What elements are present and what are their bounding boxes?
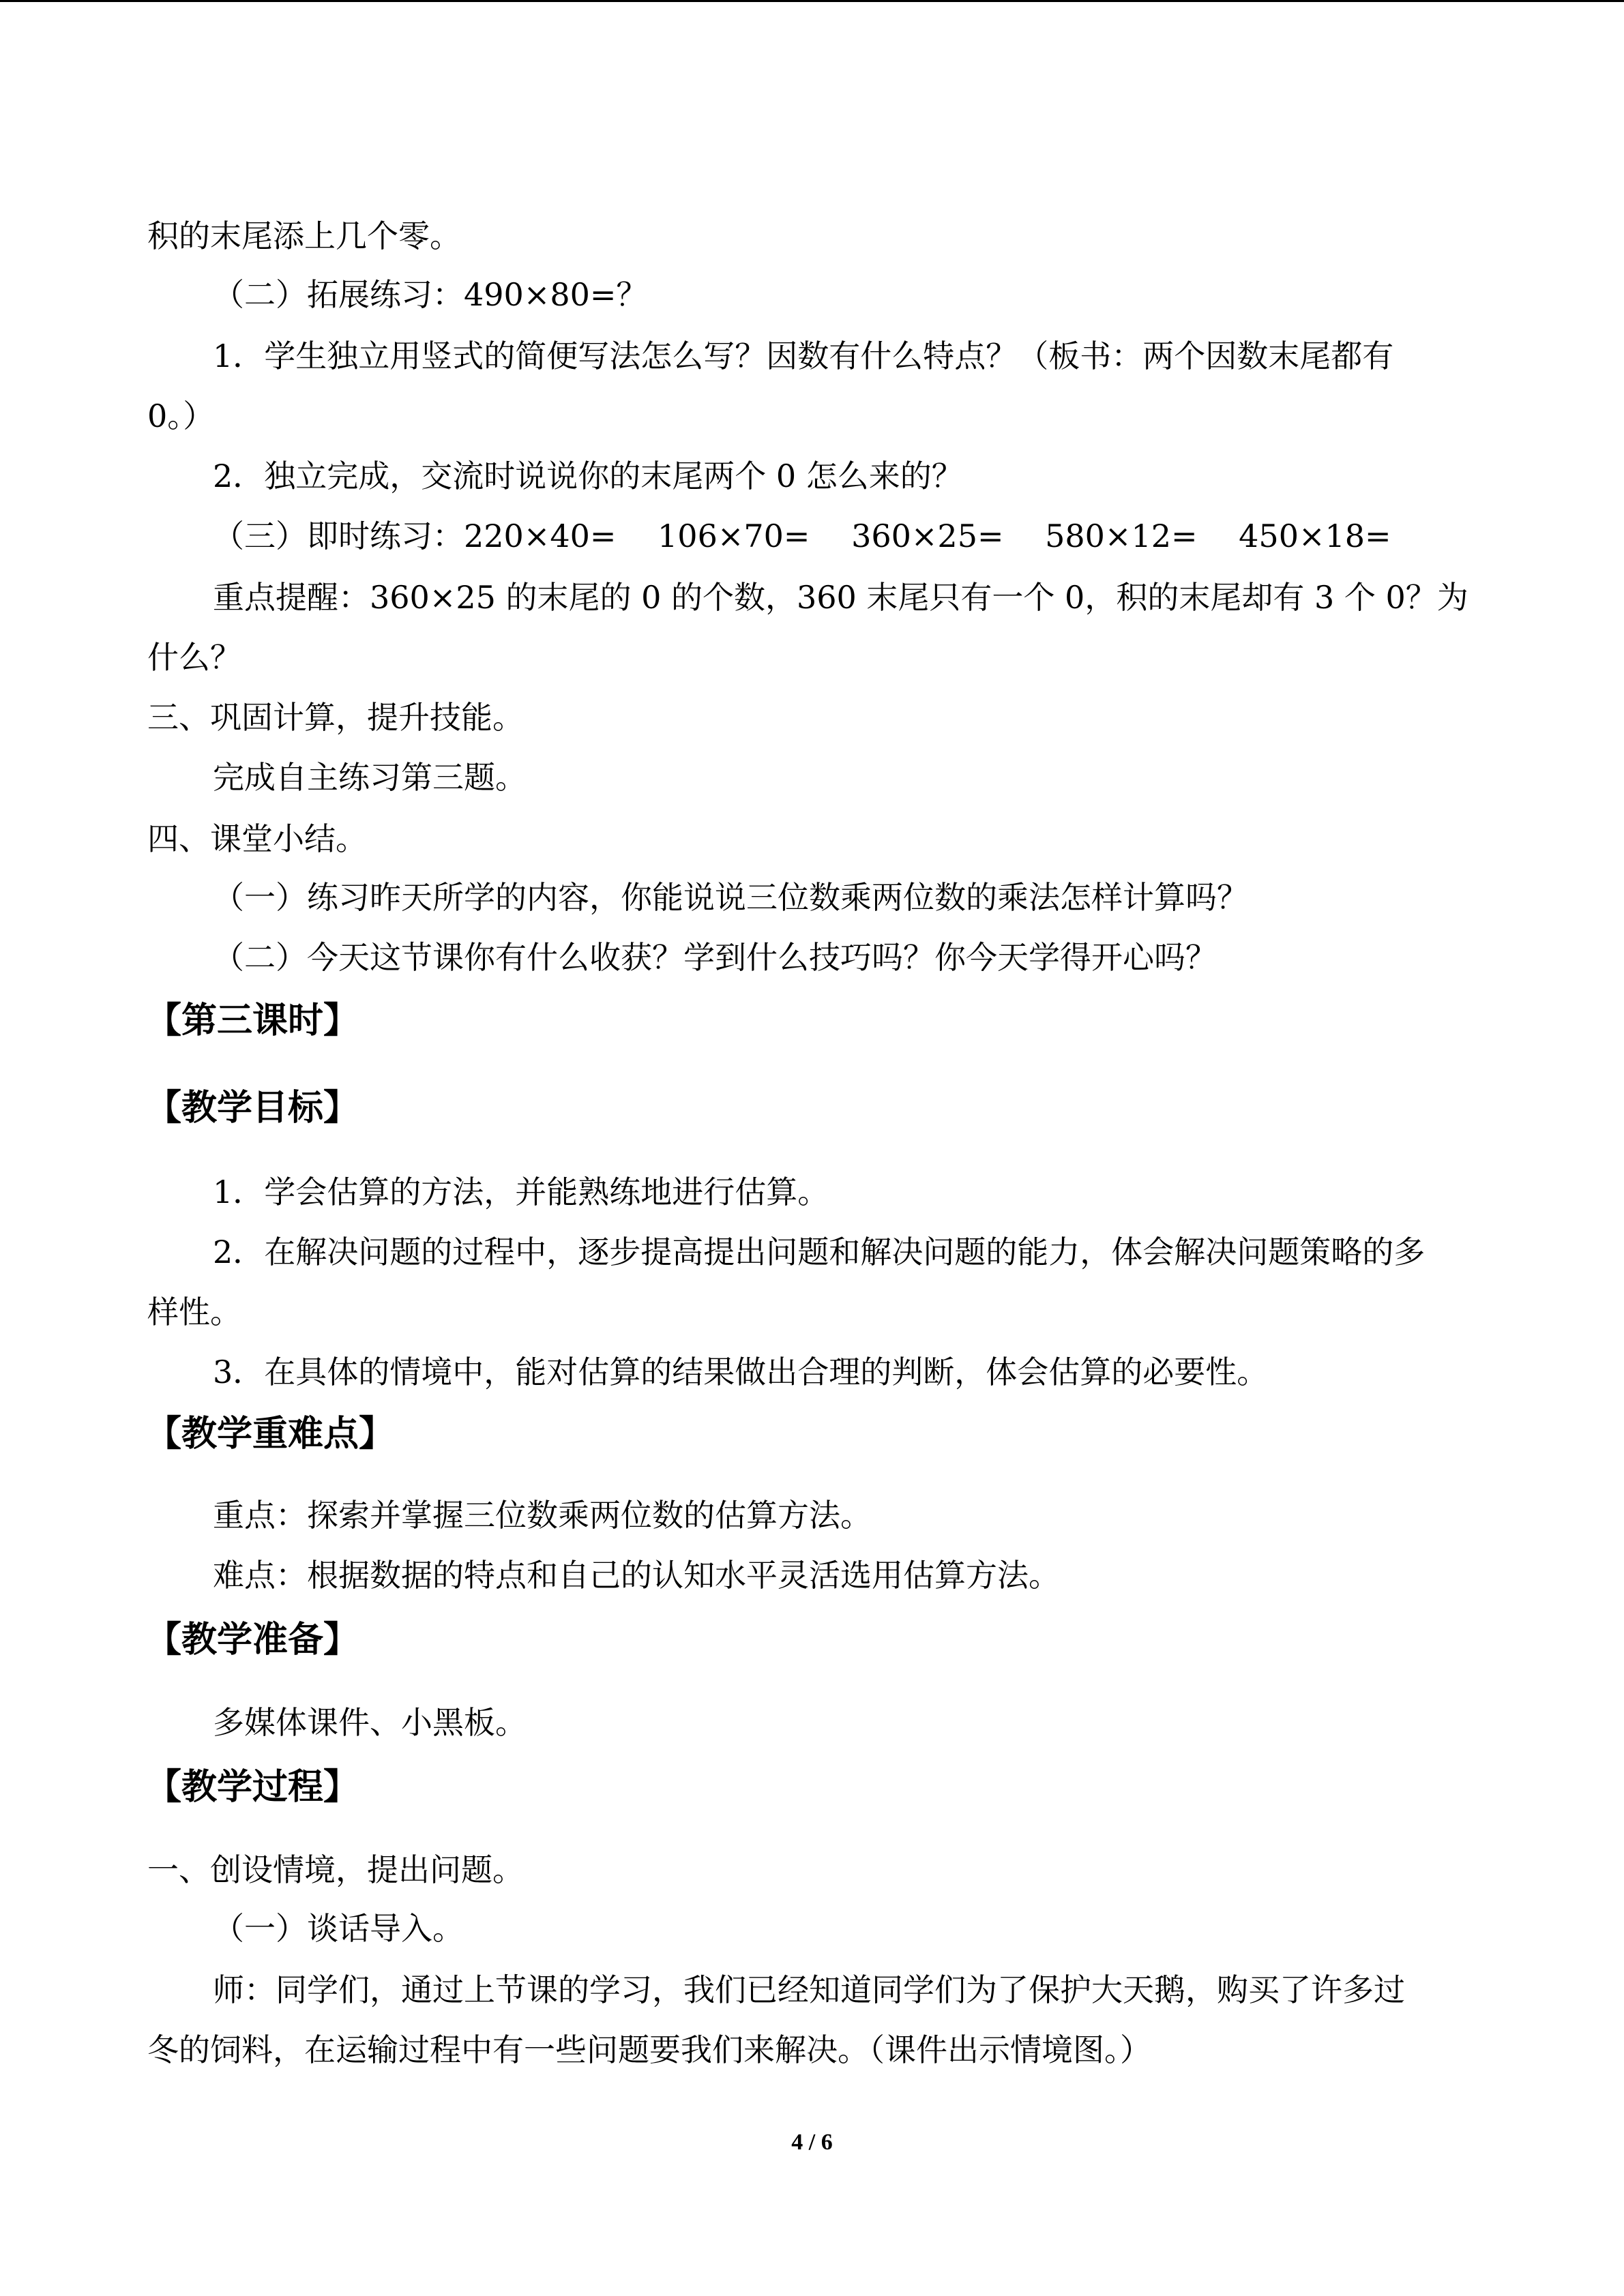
- text-line: 1．学会估算的方法，并能熟练地进行估算。: [213, 1174, 829, 1210]
- lesson-heading: 【第三课时】: [146, 1000, 359, 1041]
- heading-preparation: 【教学准备】: [146, 1620, 359, 1660]
- text-line: 师：同学们，通过上节课的学习，我们已经知道同学们为了保护大天鹅，购买了许多过: [213, 1971, 1405, 2008]
- text-line: 什么？: [147, 639, 241, 676]
- text-line: （一）谈话导入。: [213, 1910, 464, 1947]
- text-line: 2．独立完成，交流时说说你的末尾两个 0 怎么来的？: [213, 458, 963, 494]
- text-line: 样性。: [147, 1294, 241, 1330]
- text-line: 0。）: [147, 398, 215, 434]
- text-line: （三）即时练习：220×40= 106×70= 360×25= 580×12= 450×18=: [213, 518, 1391, 554]
- text-line: 冬的饲料，在运输过程中有一些问题要我们来解决。（课件出示情境图。）: [147, 2031, 1151, 2068]
- page-top-border: [0, 0, 1624, 2]
- text-line: （二）拓展练习：490×80=？: [213, 276, 648, 313]
- text-line: 3．在具体的情境中，能对估算的结果做出合理的判断，体会估算的必要性。: [213, 1354, 1269, 1390]
- page-number: 4 / 6: [791, 2130, 833, 2155]
- text-line: 1．学生独立用竖式的简便写法怎么写？因数有什么特点？（板书：两个因数末尾都有: [213, 338, 1394, 374]
- text-line: 积的末尾添上几个零。: [147, 218, 461, 254]
- text-line: 重点提醒：360×25 的末尾的 0 的个数，360 末尾只有一个 0，积的末尾却有 3 个 0？为: [213, 579, 1468, 616]
- heading-goals: 【教学目标】: [146, 1088, 359, 1129]
- heading-process: 【教学过程】: [146, 1767, 359, 1808]
- text-line: 重点：探索并掌握三位数乘两位数的估算方法。: [213, 1497, 872, 1534]
- text-line: 2．在解决问题的过程中，逐步提高提出问题和解决问题的能力，体会解决问题策略的多: [213, 1234, 1426, 1270]
- section-heading: 一、创设情境，提出问题。: [147, 1851, 524, 1888]
- text-line: 多媒体课件、小黑板。: [213, 1704, 527, 1741]
- text-line: （二）今天这节课你有什么收获？学到什么技巧吗？你今天学得开心吗？: [213, 939, 1217, 976]
- section-heading: 三、巩固计算，提升技能。: [147, 699, 524, 736]
- text-line: 完成自主练习第三题。: [213, 759, 527, 796]
- heading-key-points: 【教学重难点】: [146, 1414, 395, 1455]
- section-heading: 四、课堂小结。: [147, 820, 367, 857]
- text-line: 难点：根据数据的特点和自己的认知水平灵活选用估算方法。: [213, 1557, 1060, 1594]
- text-line: （一）练习昨天所学的内容，你能说说三位数乘两位数的乘法怎样计算吗？: [213, 879, 1248, 916]
